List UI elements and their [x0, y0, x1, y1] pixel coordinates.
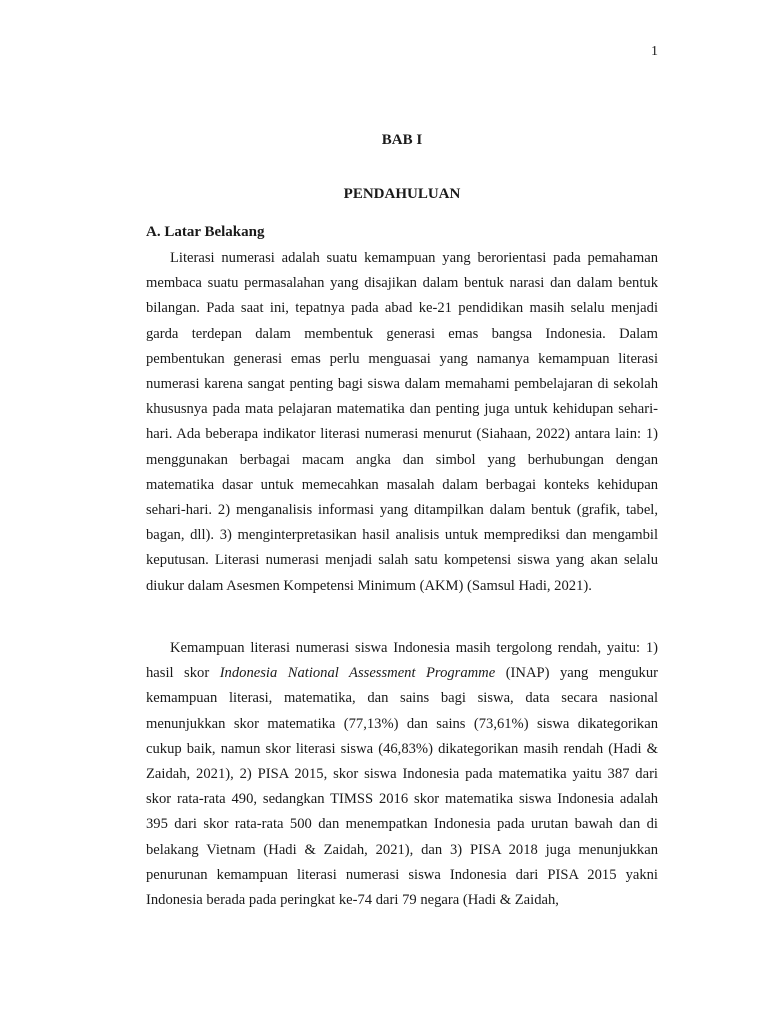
chapter-label: BAB I [381, 132, 423, 148]
paragraph-2-text-start: Kemampuan literasi numerasi siswa Indonesia masih tergolong rendah, yaitu: 1) hasil skor [146, 640, 658, 682]
paragraph-2-text-end: (INAP) yang mengukur kemampuan literasi, matematika, dan sains bagi siswa, data secara nasional menunjukkan skor matematika (77,13%) dan sains (73,61%) siswa dikategorikan cukup baik, namun skor literasi siswa (46,83%) dikategorikan masih rendah (Hadi & Zaidah, 2021), 2) PISA 2015, skor siswa Indonesia pada matematika yaitu 387 dari skor rata-rata 490, sedangkan TIMSS 2016 skor matematika siswa Indonesia adalah 395 dari skor rata-rata 500 dan menempatkan Indonesia pada urutan bawah dan di belakang Vietnam (Hadi & Zaidah, 2021), dan 3) PISA 2018 juga menunjukkan penurunan kemampuan literasi numerasi siswa Indonesia dari PISA 2015 yakni Indonesia berada pada peringkat ke-74 dari 79 negara (Hadi & Zaidah, [146, 665, 658, 909]
page-number: 1 [651, 44, 658, 59]
section-heading: A. Latar Belakang [146, 224, 265, 240]
paragraph-2-italic-term: Indonesia National Assessment Programme [219, 665, 496, 682]
paragraph-2 [146, 636, 658, 913]
chapter-title: PENDAHULUAN [343, 186, 461, 202]
paragraph-1: Literasi numerasi adalah suatu kemampuan yang berorientasi pada pemahaman membaca suatu permasalahan yang disajikan dalam bentuk narasi dan dalam bentuk bilangan. Pada saat ini, tepatnya pada abad ke-21 pendidikan masih selalu menjadi garda terdepan dalam membentuk generasi emas bangsa Indonesia. Dalam pembentukan generasi emas perlu menguasai yang namanya kemampuan literasi numerasi karena sangat penting bagi siswa dalam memahami pembelajaran di sekolah khususnya pada mata pelajaran matematika dan penting juga untuk kehidupan sehari-hari. Ada beberapa indikator literasi numerasi menurut (Siahaan, 2022) antara lain: 1) menggunakan berbagai macam angka dan simbol yang berhubungan dengan matematika dasar untuk memecahkan masalah dalam berbagai konteks kehidupan sehari-hari. 2) menganalisis informasi yang ditampilkan dalam bentuk (grafik, tabel, bagan, dll). 3) menginterpretasikan hasil analisis untuk memprediksi dan mengambil keputusan. Literasi numerasi menjadi salah satu kompetensi siswa yang akan selalu diukur dalam Asesmen Kompetensi Minimum (AKM) (Samsul Hadi, 2021). [146, 250, 658, 594]
